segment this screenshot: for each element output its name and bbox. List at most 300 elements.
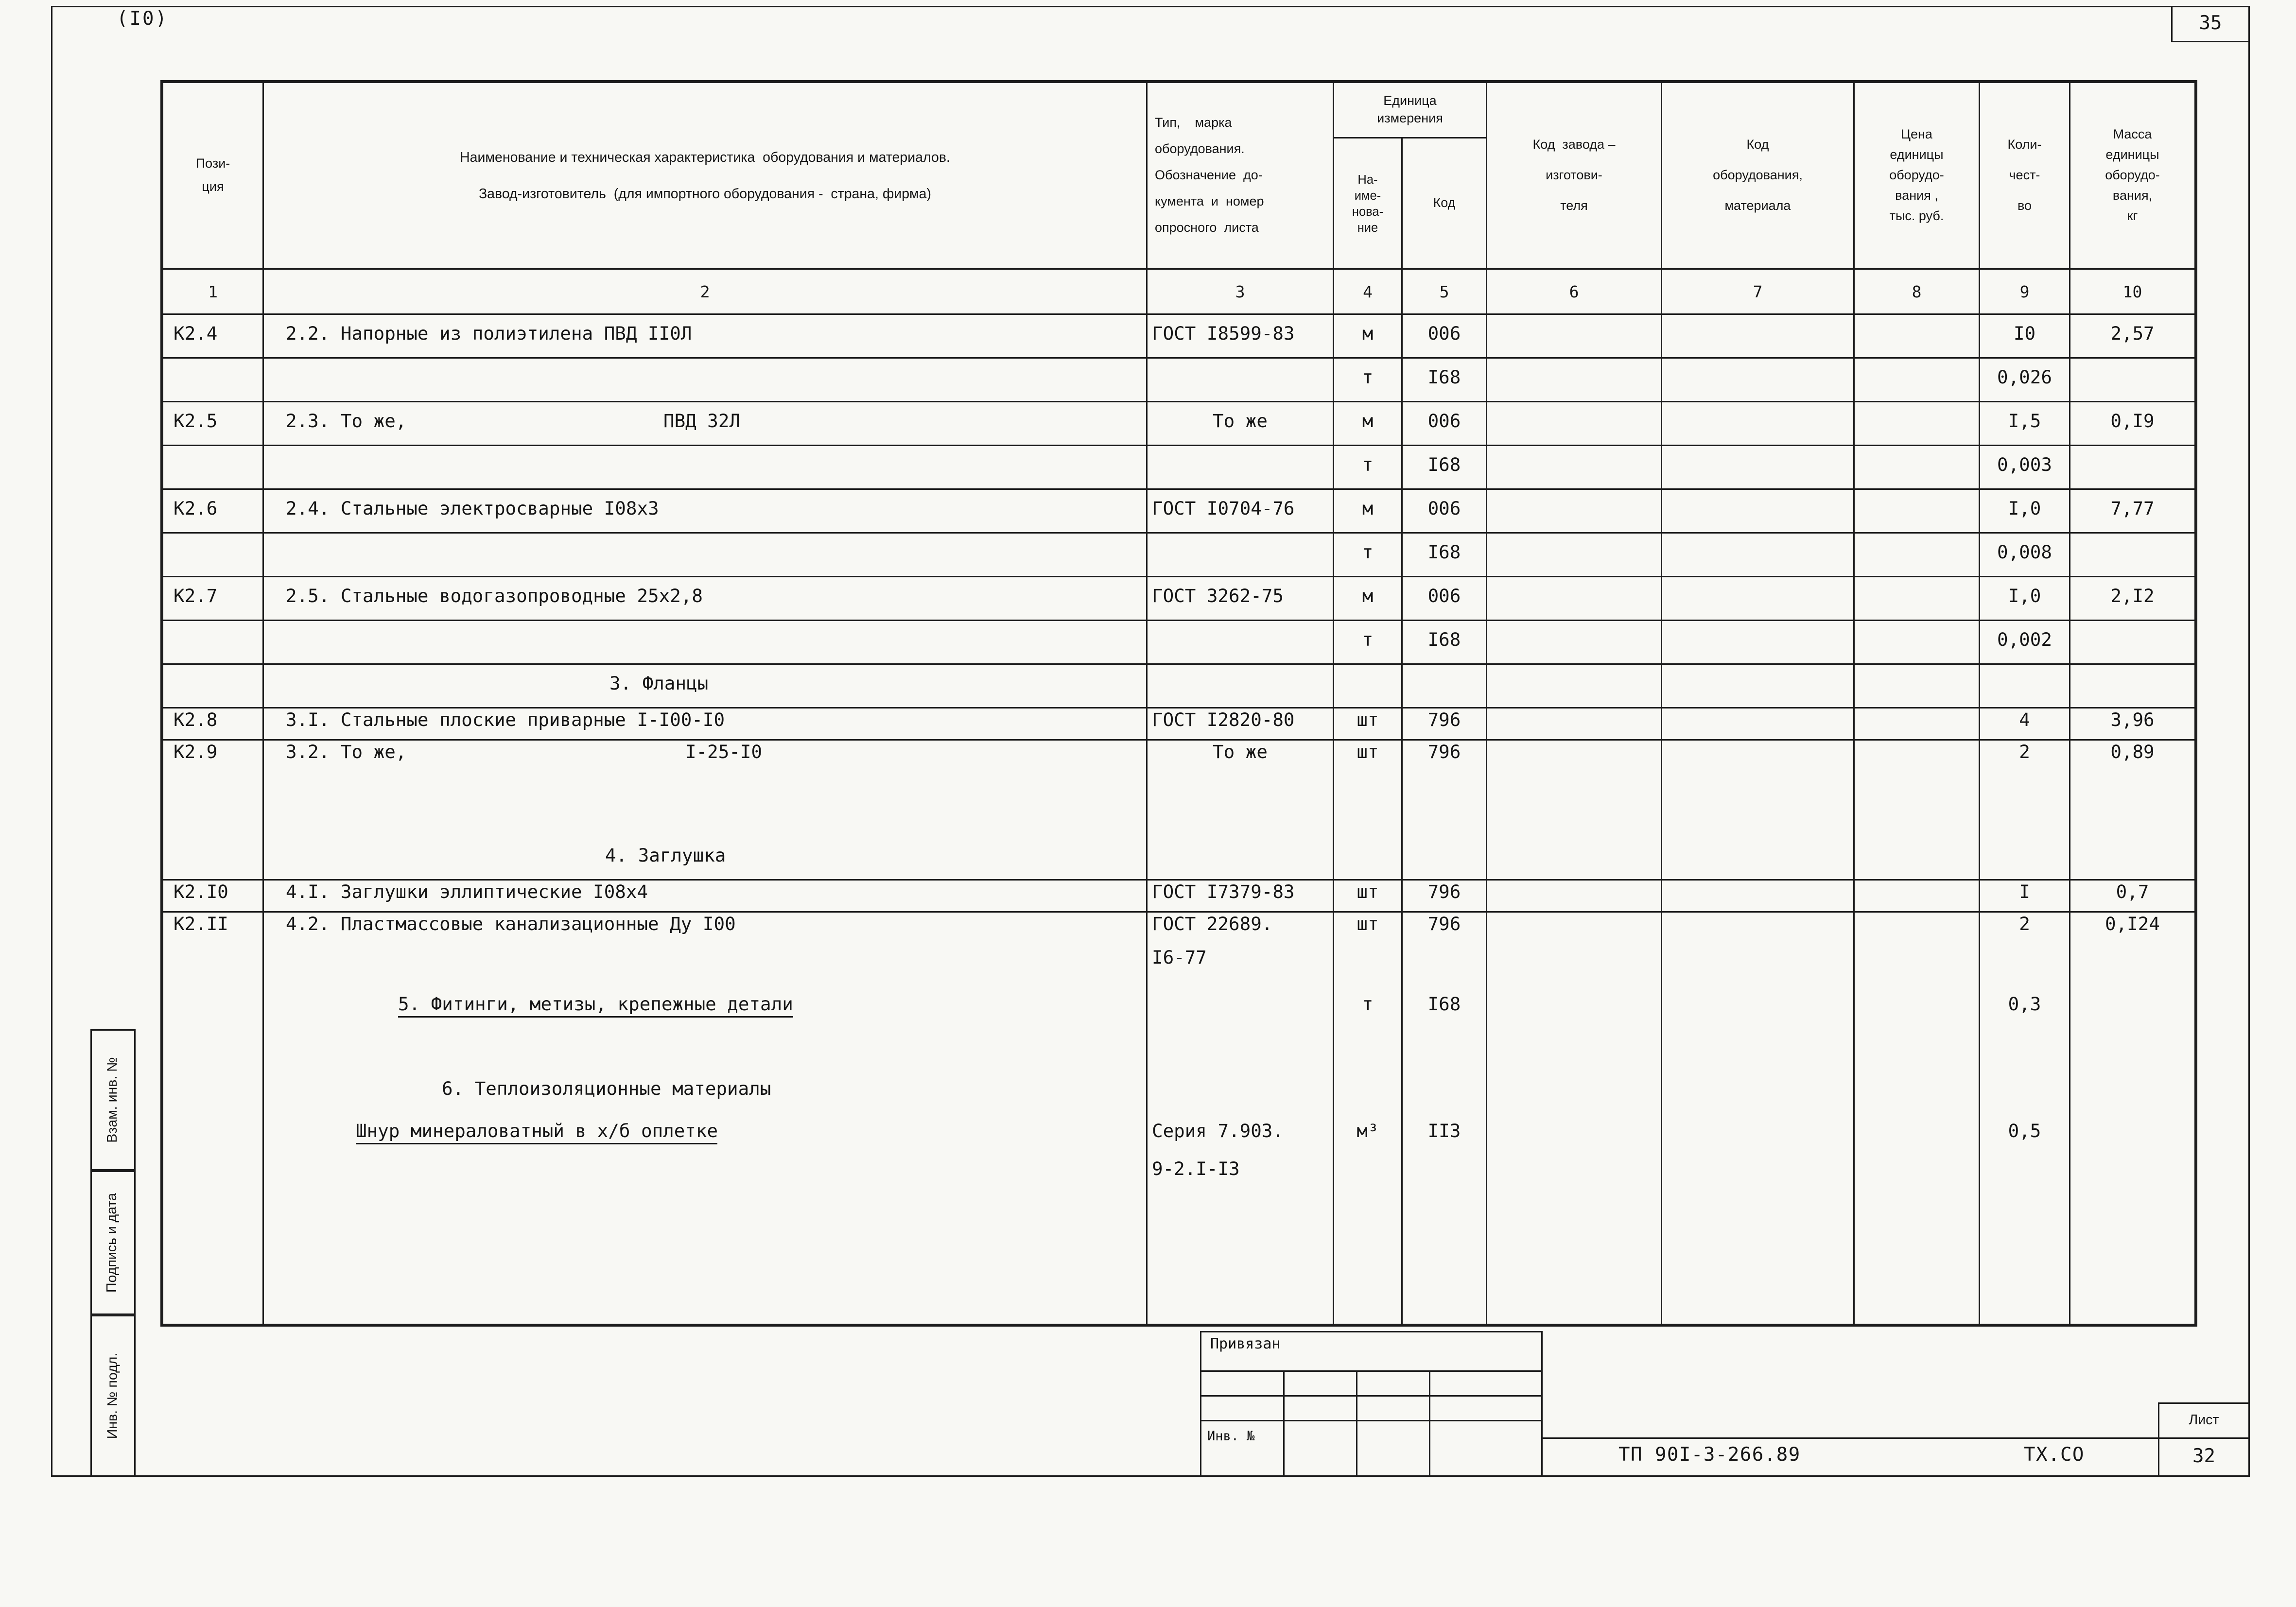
cell-zavod [1487, 359, 1662, 401]
header-line: нова- [1352, 204, 1384, 219]
cell-price [1855, 534, 1980, 576]
header-line: Код [1433, 195, 1456, 210]
cell-name [264, 665, 1148, 707]
cell-unit: т [1334, 621, 1403, 663]
cell-qty [1980, 1197, 2070, 1239]
cell-doc [1148, 359, 1334, 401]
header-line: единицы [1890, 147, 1944, 162]
cell-code: I68 [1403, 985, 1487, 1028]
cell-zavod [1487, 771, 1662, 837]
column-number: 10 [2122, 282, 2142, 301]
cell-zavod [1487, 913, 1662, 943]
cell-pos [163, 534, 264, 576]
cell-doc: ГОСТ I0704-76 [1148, 490, 1334, 532]
table-row [163, 621, 2194, 665]
cell-mass: 2,57 [2110, 322, 2155, 344]
stamp-inv-label: Инв. № [1201, 1421, 1285, 1475]
cell-name [264, 577, 1148, 620]
cell-mass [2070, 1155, 2194, 1197]
cell-unit [1334, 1239, 1403, 1281]
cell-name [264, 446, 1148, 488]
cell-price [1855, 446, 1980, 488]
cell-doc [1148, 665, 1334, 707]
cell-zavod [1487, 665, 1662, 707]
cell-code: 796 [1403, 741, 1487, 771]
cell-doc: ГОСТ I7379-83 [1148, 881, 1334, 911]
cell-unit [1334, 771, 1403, 837]
cell-price [1855, 1070, 1980, 1112]
cell-name [264, 359, 1148, 401]
cell-mat [1662, 402, 1855, 445]
stamp-cell [1357, 1372, 1430, 1395]
cell-mat [1662, 1239, 1855, 1281]
cell-doc: 9-2.I-I3 [1148, 1155, 1334, 1197]
cell-doc: То же [1148, 741, 1334, 771]
box-zam-inv-label: Взам. инв. № [105, 1057, 122, 1143]
header-line: оборудо- [1889, 168, 1944, 182]
cell-pos [163, 1239, 264, 1281]
item-name: 5. Фитинги, метизы, крепежные детали [398, 993, 793, 1018]
cell-qty: 2 [1980, 741, 2070, 771]
cell-unit: шт [1334, 741, 1403, 771]
cell-name [264, 1155, 1148, 1197]
cell-price [1855, 708, 1980, 739]
cell-mat [1662, 359, 1855, 401]
cell-zavod [1487, 402, 1662, 445]
cell-price [1855, 1112, 1980, 1155]
header-line: Коли- [2007, 137, 2042, 152]
cell-qty [1980, 837, 2070, 879]
column-number: 4 [1334, 270, 1403, 313]
table-row [163, 577, 2194, 621]
cell-zavod [1487, 1112, 1662, 1155]
stamp-cell [1201, 1397, 1285, 1420]
cell-code [1403, 1281, 1487, 1324]
cell-doc [1148, 446, 1334, 488]
cell-name [264, 913, 1148, 943]
column-number-row [163, 270, 2194, 315]
cell-unit: м [1334, 577, 1403, 620]
cell-price [1855, 913, 1980, 943]
cell-doc [1148, 837, 1334, 879]
cell-pos: К2.4 [163, 315, 264, 357]
cell-pos [163, 943, 264, 985]
cell-pos: К2.6 [163, 490, 264, 532]
cell-mass [2070, 665, 2194, 707]
item-name: Шнур минераловатный в х/б оплетке [356, 1120, 718, 1144]
cell-unit: м [1334, 490, 1403, 532]
cell-name [264, 837, 1148, 879]
cell-mat [1662, 708, 1855, 739]
cell-zavod [1487, 621, 1662, 663]
table-row [163, 490, 2194, 534]
cell-pos [163, 446, 264, 488]
title-block-divider [1543, 1437, 2250, 1439]
cell-code [1403, 1197, 1487, 1239]
cell-price [1855, 1197, 1980, 1239]
cell-pos: К2.7 [163, 577, 264, 620]
cell-mass: 3,96 [2110, 708, 2155, 730]
header-line: Завод-изготовитель (для импортного оборудования - страна, фирма) [478, 186, 932, 202]
header-line: Наименование и техническая характеристика оборудования и материалов. [460, 149, 950, 166]
item-name: 4.I. Заглушки эллиптические I08х4 [286, 881, 648, 902]
header-line: име- [1354, 188, 1381, 203]
cell-doc [1148, 1070, 1334, 1112]
cell-code [1403, 1155, 1487, 1197]
table-row [163, 708, 2194, 741]
header-line: кумента и номер [1155, 194, 1264, 208]
cell-name [264, 1112, 1148, 1155]
table-row [163, 1239, 2194, 1281]
box-podpis-data [90, 1171, 136, 1315]
cell-pos [163, 771, 264, 837]
header-line: единицы [2105, 147, 2159, 162]
cell-mat [1662, 837, 1855, 879]
cell-zavod [1487, 1028, 1662, 1070]
cell-price [1855, 985, 1980, 1028]
column-number: 6 [1487, 270, 1662, 313]
section-row [163, 837, 2194, 881]
cell-mass: 2,I2 [2110, 585, 2155, 606]
cell-qty [1980, 1028, 2070, 1070]
cell-doc [1148, 771, 1334, 837]
cell-name [264, 1028, 1148, 1070]
header-line: Пози- [195, 156, 230, 171]
header-line: кг [2127, 208, 2138, 223]
section-row [163, 665, 2194, 708]
item-name: 3. Фланцы [609, 672, 709, 694]
header-line: Код завода – [1532, 137, 1616, 152]
cell-name [264, 490, 1148, 532]
cell-unit: т [1334, 359, 1403, 401]
column-number: 2 [264, 270, 1148, 313]
cell-unit: шт [1334, 881, 1403, 911]
cell-doc: ГОСТ 22689. [1148, 913, 1334, 943]
header-line: ция [202, 179, 224, 194]
cell-unit: т [1334, 446, 1403, 488]
cell-unit: м [1334, 402, 1403, 445]
cell-qty [1980, 943, 2070, 985]
cell-price [1855, 315, 1980, 357]
cell-mat [1662, 490, 1855, 532]
cell-pos: К2.8 [163, 708, 264, 739]
cell-name [264, 402, 1148, 445]
cell-qty [1980, 1239, 2070, 1281]
cell-qty: I0 [1980, 315, 2070, 357]
cell-code: 006 [1403, 315, 1487, 357]
cell-zavod [1487, 577, 1662, 620]
header-unit-name [1334, 138, 1403, 268]
cell-doc: То же [1148, 402, 1334, 445]
header-line: оборудования. [1155, 141, 1245, 156]
sheet-number: 32 [2192, 1446, 2215, 1468]
cell-name [264, 771, 1148, 837]
cell-unit [1334, 1070, 1403, 1112]
column-number: 1 [163, 270, 264, 313]
cell-price [1855, 837, 1980, 879]
cell-unit [1334, 665, 1403, 707]
cell-price [1855, 1155, 1980, 1197]
header-position [163, 83, 264, 268]
cell-unit: м³ [1334, 1112, 1403, 1155]
binding-stamp [1200, 1331, 1543, 1477]
cell-mat [1662, 943, 1855, 985]
cell-pos [163, 1155, 264, 1197]
item-name-suffix: I-25-I0 [685, 741, 763, 762]
table-row [163, 446, 2194, 490]
cell-mass [2070, 1281, 2194, 1324]
header-line: Цена [1901, 127, 1932, 141]
cell-doc [1148, 621, 1334, 663]
header-line: Единица [1383, 93, 1437, 108]
cell-mat [1662, 985, 1855, 1028]
item-name: 3.2. То же, [286, 741, 407, 762]
cell-zavod [1487, 1197, 1662, 1239]
cell-qty [1980, 665, 2070, 707]
cell-pos [163, 621, 264, 663]
cell-mass [2070, 837, 2194, 879]
cell-price [1855, 881, 1980, 911]
cell-mass [2070, 943, 2194, 985]
cell-qty: I,0 [1980, 577, 2070, 620]
cell-mass [2070, 446, 2194, 488]
sheet-word-label: Лист [2159, 1404, 2248, 1439]
header-type-mark [1148, 83, 1334, 268]
cell-name [264, 534, 1148, 576]
sheet-label: (I0) [117, 9, 168, 31]
cell-code [1403, 837, 1487, 879]
cell-doc [1148, 985, 1334, 1028]
table-row [163, 913, 2194, 943]
cell-unit [1334, 1028, 1403, 1070]
stamp-grid-row [1201, 1372, 1541, 1397]
cell-name [264, 1070, 1148, 1112]
stamp-cell [1285, 1372, 1357, 1395]
column-number: 5 [1403, 270, 1487, 313]
cell-zavod [1487, 1281, 1662, 1324]
cell-unit: т [1334, 534, 1403, 576]
cell-pos [163, 1070, 264, 1112]
cell-unit [1334, 1281, 1403, 1324]
header-quantity [1980, 83, 2070, 268]
cell-pos [163, 1112, 264, 1155]
header-line: На- [1357, 172, 1378, 187]
table-row [163, 359, 2194, 402]
column-number: 8 [1855, 270, 1980, 313]
table-row [163, 1155, 2194, 1197]
cell-pos [163, 985, 264, 1028]
column-number: 9 [1980, 270, 2070, 313]
cell-mass [2070, 359, 2194, 401]
header-line: чест- [2009, 168, 2040, 182]
cell-code: I68 [1403, 446, 1487, 488]
cell-zavod [1487, 708, 1662, 739]
cell-code: II3 [1403, 1112, 1487, 1155]
cell-code [1403, 1028, 1487, 1070]
cell-code: 796 [1403, 913, 1487, 943]
cell-mat [1662, 771, 1855, 837]
cell-pos: К2.II [163, 913, 264, 943]
stamp-cell [1357, 1397, 1430, 1420]
cell-qty: I,5 [1980, 402, 2070, 445]
header-line: оборудования, [1713, 168, 1803, 182]
cell-price [1855, 402, 1980, 445]
sheet-number-box [2158, 1402, 2250, 1477]
cell-zavod [1487, 741, 1662, 771]
cell-qty [1980, 1281, 2070, 1324]
item-name: 2.4. Стальные электросварные I08х3 [286, 497, 659, 519]
header-line: теля [1560, 198, 1588, 213]
column-number: 3 [1148, 270, 1334, 313]
cell-price [1855, 490, 1980, 532]
cell-zavod [1487, 881, 1662, 911]
item-name: 3.I. Стальные плоские приварные I-I00-I0 [286, 708, 725, 730]
cell-qty: 2 [1980, 913, 2070, 943]
cell-zavod [1487, 534, 1662, 576]
cell-mass [2070, 621, 2194, 663]
header-unit-price [1855, 83, 1980, 268]
cell-doc [1148, 1028, 1334, 1070]
table-header-row [163, 83, 2194, 270]
cell-mass [2070, 1028, 2194, 1070]
cell-pos: К2.I0 [163, 881, 264, 911]
header-line: опросного листа [1155, 220, 1259, 235]
cell-unit: т [1334, 985, 1403, 1028]
cell-doc [1148, 1197, 1334, 1239]
header-line: ние [1357, 220, 1378, 235]
table-row [163, 402, 2194, 446]
header-line: изготови- [1546, 168, 1602, 182]
cell-code [1403, 943, 1487, 985]
cell-qty: I [1980, 881, 2070, 911]
cell-mat [1662, 534, 1855, 576]
cell-mass: 0,I24 [2105, 913, 2160, 934]
header-line: Код [1746, 137, 1769, 152]
table-row [163, 1028, 2194, 1070]
header-line: вания , [1895, 188, 1938, 203]
table-row [163, 1112, 2194, 1155]
cell-qty [1980, 771, 2070, 837]
header-unit-subrow [1334, 138, 1486, 268]
stamp-cell [1357, 1421, 1430, 1475]
cell-name [264, 621, 1148, 663]
cell-code [1403, 771, 1487, 837]
table-row [163, 943, 2194, 985]
box-inv-podl-label: Инв. № подл. [105, 1352, 121, 1439]
cell-zavod [1487, 837, 1662, 879]
cell-unit [1334, 943, 1403, 985]
cell-code [1403, 1239, 1487, 1281]
header-unit-group [1334, 83, 1487, 268]
cell-pos: К2.9 [163, 741, 264, 771]
header-line: Масса [2113, 127, 2152, 141]
cell-name [264, 1281, 1148, 1324]
item-name-suffix: ПВД 32Л [663, 410, 741, 432]
top-page-number-box [2171, 6, 2250, 42]
stamp-cell [1285, 1397, 1357, 1420]
cell-zavod [1487, 446, 1662, 488]
cell-zavod [1487, 943, 1662, 985]
cell-zavod [1487, 1155, 1662, 1197]
stamp-cell [1430, 1421, 1541, 1475]
header-factory-code [1487, 83, 1662, 268]
stamp-title: Привязан [1201, 1332, 1541, 1372]
header-line: Обозначение до- [1155, 168, 1263, 182]
cell-pos [163, 1281, 264, 1324]
cell-pos [163, 1028, 264, 1070]
cell-code [1403, 665, 1487, 707]
cell-name [264, 708, 1148, 739]
header-unit-title [1334, 83, 1486, 138]
cell-name [264, 741, 1148, 771]
table-row [163, 534, 2194, 577]
cell-mass [2070, 1070, 2194, 1112]
cell-mat [1662, 446, 1855, 488]
cell-code: I68 [1403, 359, 1487, 401]
box-zam-inv [90, 1029, 136, 1171]
top-page-number: 35 [2199, 13, 2222, 35]
header-line: Тип, марка [1155, 115, 1232, 130]
cell-name [264, 881, 1148, 911]
box-inv-podl [90, 1315, 136, 1477]
stamp-cell [1430, 1397, 1541, 1420]
cell-qty: I,0 [1980, 490, 2070, 532]
cell-price [1855, 741, 1980, 771]
cell-mat [1662, 1197, 1855, 1239]
cell-mass: 0,7 [2116, 881, 2149, 902]
cell-doc: ГОСТ I2820-80 [1148, 708, 1334, 739]
spec-table-rows [163, 315, 2194, 1324]
cell-mass [2070, 771, 2194, 837]
cell-qty: 0,002 [1980, 621, 2070, 663]
cell-zavod [1487, 1239, 1662, 1281]
cell-doc: ГОСТ I8599-83 [1148, 315, 1334, 357]
item-name: 6. Теплоизоляционные материалы [442, 1077, 771, 1099]
box-podpis-data-label: Подпись и дата [105, 1193, 122, 1293]
cell-zavod [1487, 985, 1662, 1028]
cell-qty: 0,003 [1980, 446, 2070, 488]
stamp-cell [1201, 1372, 1285, 1395]
cell-qty [1980, 1155, 2070, 1197]
cell-qty [1980, 1070, 2070, 1112]
cell-code: 006 [1403, 402, 1487, 445]
cell-zavod [1487, 1070, 1662, 1112]
stamp-grid-row [1201, 1421, 1541, 1475]
cell-mat [1662, 665, 1855, 707]
cell-mass [2070, 985, 2194, 1028]
specification-table [160, 80, 2197, 1327]
header-line: измерения [1377, 111, 1443, 125]
header-line: оборудо- [2105, 168, 2160, 182]
table-row [163, 741, 2194, 771]
item-name: 2.3. То же, [286, 410, 407, 432]
cell-mat [1662, 1112, 1855, 1155]
cell-price [1855, 1028, 1980, 1070]
stamp-cell [1285, 1421, 1357, 1475]
cell-price [1855, 1239, 1980, 1281]
cell-unit: шт [1334, 708, 1403, 739]
header-line: материала [1724, 198, 1791, 213]
cell-unit [1334, 837, 1403, 879]
cell-mass: 7,77 [2110, 497, 2155, 519]
cell-name [264, 1239, 1148, 1281]
stamp-cell [1430, 1372, 1541, 1395]
cell-qty: 4 [1980, 708, 2070, 739]
stamp-grid-row [1201, 1397, 1541, 1421]
cell-price [1855, 577, 1980, 620]
cell-doc [1148, 1239, 1334, 1281]
cell-qty: 0,3 [1980, 985, 2070, 1028]
